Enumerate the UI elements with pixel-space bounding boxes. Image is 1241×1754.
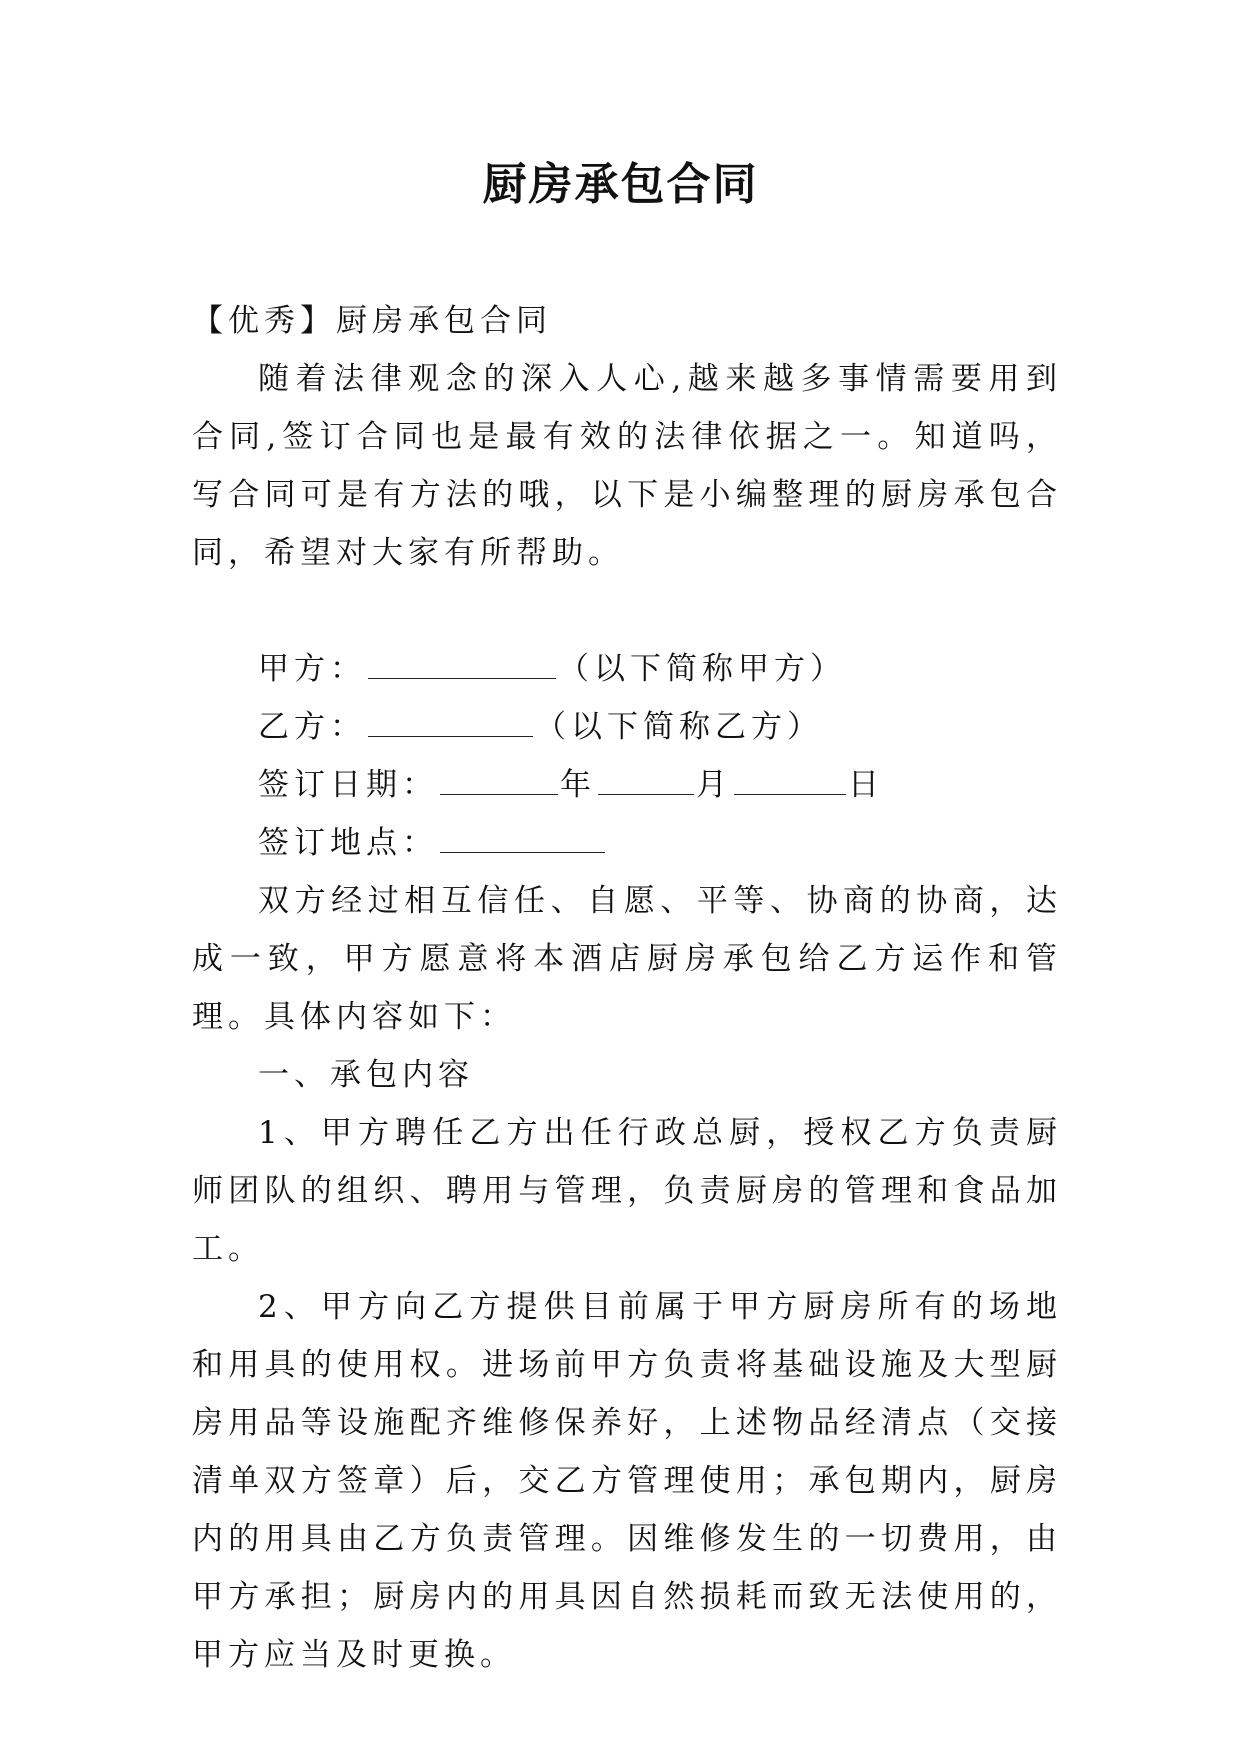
month-label: 月 (696, 767, 732, 803)
sign-date-label: 签订日期： (258, 767, 438, 803)
sign-place-blank (440, 824, 605, 853)
sign-place-label: 签订地点： (258, 825, 438, 861)
subtitle: 【优秀】厨房承包合同 (192, 303, 552, 339)
agreement-paragraph: 双方经过相互信任、自愿、平等、协商的协商，达成一致，甲方愿意将本酒店厨房承包给乙方运作和管理。具体内容如下： (192, 883, 1062, 1035)
day-blank (734, 766, 846, 795)
year-label: 年 (560, 767, 596, 803)
year-blank (440, 766, 558, 795)
party-a-blank (368, 650, 556, 679)
page-title: 厨房承包合同 (482, 159, 759, 210)
day-label: 日 (848, 767, 884, 803)
paragraph-gap (192, 582, 1062, 640)
clause-2: 2、甲方向乙方提供目前属于甲方厨房所有的场地和用具的使用权。进场前甲方负责将基础设施及大型厨房用品等设施配齐维修保养好，上述物品经清点（交接清单双方签章）后，交乙方管理使用；承包期内，厨房内的用具由乙方负责管理。因维修发生的一切费用，由甲方承担；厨房内的用具因自然损耗而致无法使用的，甲方应当及时更换。 (192, 1289, 1062, 1673)
intro-paragraph: 随着法律观念的深入人心,越来越多事情需要用到合同,签订合同也是最有效的法律依据之一。知道吗，写合同可是有方法的哦，以下是小编整理的厨房承包合同，希望对大家有所帮助。 (192, 361, 1062, 571)
party-b-suffix: （以下简称乙方） (535, 709, 823, 745)
clause-1: 1、甲方聘任乙方出任行政总厨，授权乙方负责厨师团队的组织、聘用与管理，负责厨房的管理和食品加工。 (192, 1115, 1062, 1267)
sign-place-line (192, 814, 1062, 872)
party-b-line (192, 698, 1062, 756)
party-b-blank (368, 708, 533, 737)
party-b-label: 乙方： (258, 709, 366, 745)
party-a-label: 甲方： (258, 651, 366, 687)
party-a-line (192, 640, 1062, 698)
sign-date-line (192, 756, 1062, 814)
party-a-suffix: （以下简称甲方） (558, 651, 846, 687)
document-body (192, 292, 1062, 1684)
section-heading: 一、承包内容 (258, 1057, 474, 1093)
month-blank (598, 766, 694, 795)
